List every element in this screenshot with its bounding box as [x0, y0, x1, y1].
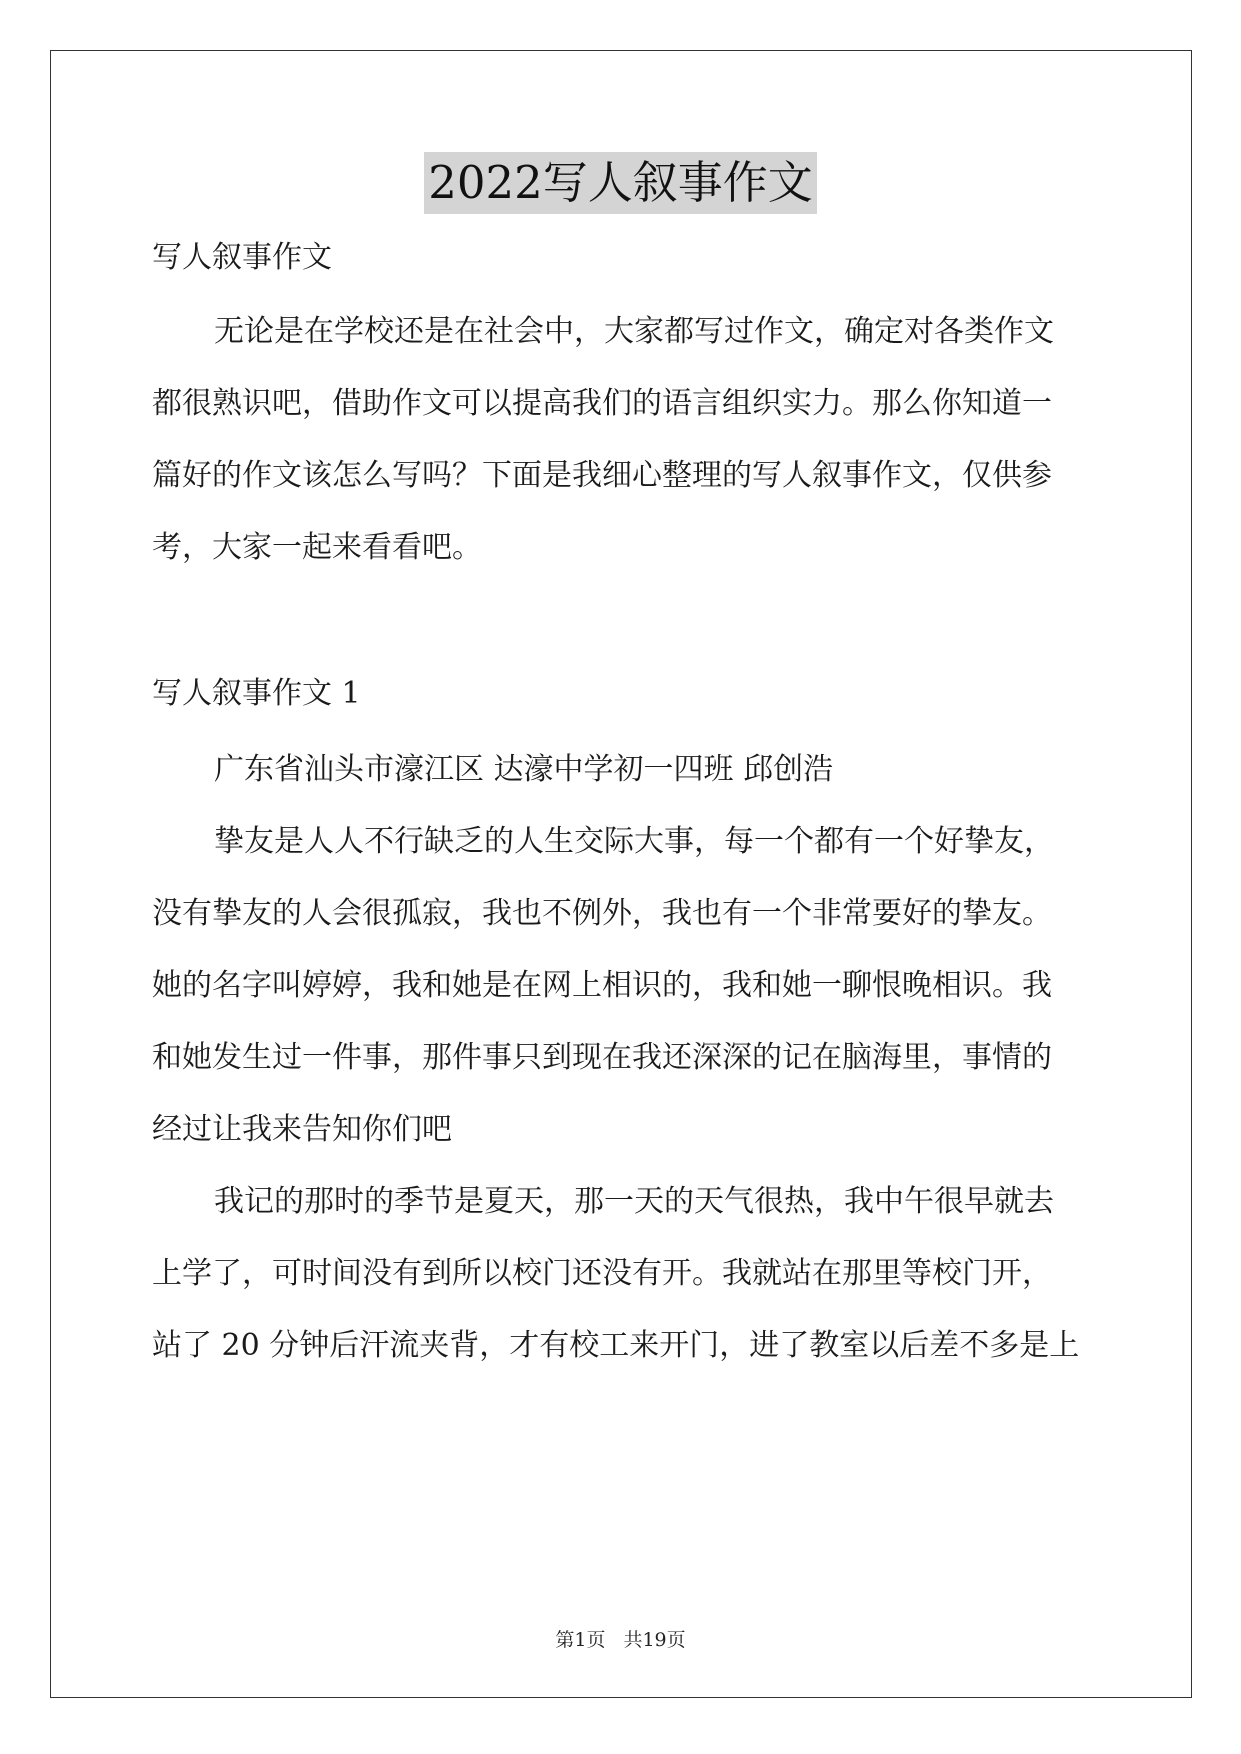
- paragraph-line: 她的名字叫婷婷，我和她是在网上相识的，我和她一聊恨晚相识。我: [152, 968, 1052, 1003]
- paragraph-line: 我记的那时的季节是夏天，那一天的天气很热，我中午很早就去: [214, 1184, 1054, 1219]
- section-heading: 写人叙事作文: [152, 240, 332, 275]
- document-title: 2022写人叙事作文: [424, 152, 817, 214]
- paragraph-line: 和她发生过一件事，那件事只到现在我还深深的记在脑海里，事情的: [152, 1040, 1052, 1075]
- paragraph-line: 上学了，可时间没有到所以校门还没有开。我就站在那里等校门开，: [152, 1256, 1052, 1291]
- title-container: [0, 152, 1241, 214]
- paragraph-line: 考，大家一起来看看吧。: [152, 530, 482, 565]
- author-line: 广东省汕头市濠江区 达濠中学初一四班 邱创浩: [214, 752, 834, 787]
- paragraph-line: 篇好的作文该怎么写吗？下面是我细心整理的写人叙事作文，仅供参: [152, 458, 1052, 493]
- paragraph-line: 挚友是人人不行缺乏的人生交际大事，每一个都有一个好挚友，: [214, 824, 1054, 859]
- page-footer: [0, 1628, 1241, 1652]
- page-border: [50, 50, 1192, 1698]
- page-number-total: 共19页: [623, 1629, 686, 1651]
- paragraph-line: 站了 20 分钟后汗流夹背，才有校工来开门，进了教室以后差不多是上: [152, 1328, 1080, 1363]
- paragraph-line: 无论是在学校还是在社会中，大家都写过作文，确定对各类作文: [214, 314, 1054, 349]
- page-number-current: 第1页: [555, 1629, 606, 1651]
- section-heading: 写人叙事作文 1: [152, 676, 361, 711]
- paragraph-line: 经过让我来告知你们吧: [152, 1112, 452, 1147]
- paragraph-line: 没有挚友的人会很孤寂，我也不例外，我也有一个非常要好的挚友。: [152, 896, 1052, 931]
- paragraph-line: 都很熟识吧，借助作文可以提高我们的语言组织实力。那么你知道一: [152, 386, 1052, 421]
